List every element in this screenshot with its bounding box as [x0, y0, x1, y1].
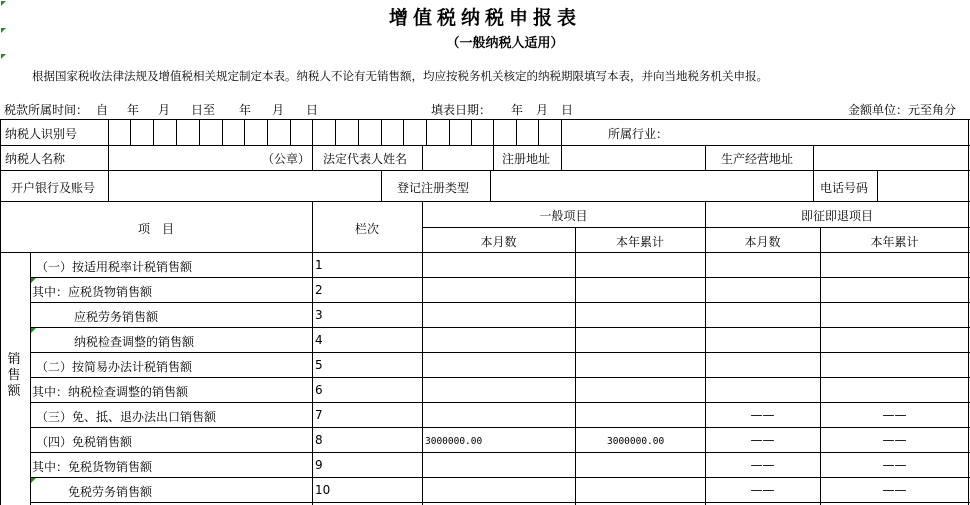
row-label: 其中：应税货物销售额 [32, 285, 153, 299]
col-line-header: 栏次 [354, 222, 379, 236]
period-day-to: 日至 [191, 103, 216, 117]
general-year-value[interactable]: 3000000.00 [607, 436, 665, 447]
row-line-number: 4 [315, 333, 323, 347]
general-month-header: 本月数 [480, 235, 517, 249]
refund-year-header: 本年累计 [870, 235, 919, 249]
row-label: 免税劳务销售额 [68, 485, 153, 499]
group-general-header: 一般项目 [539, 209, 588, 223]
phone-label: 电话号码 [820, 181, 869, 195]
taxpayer-id-label: 纳税人识别号 [5, 127, 78, 141]
refund-month-value: —— [750, 433, 775, 447]
row-label: 其中：纳税检查调整的销售额 [32, 385, 189, 399]
form-subtitle: （一般纳税人适用） [446, 36, 564, 51]
row-line-number: 9 [315, 458, 323, 472]
refund-year-value: —— [882, 433, 907, 447]
fill-date-label: 填表日期： [431, 103, 492, 117]
period-year-1: 年 [127, 103, 140, 117]
period-label: 税款所属时间： [4, 103, 89, 117]
period-day-2: 日 [306, 103, 319, 117]
row-line-number: 10 [315, 483, 331, 497]
fill-date-day: 日 [561, 103, 574, 117]
row-line-number: 1 [315, 258, 323, 272]
row-label: 纳税检查调整的销售额 [74, 335, 195, 349]
period-year-2: 年 [239, 103, 252, 117]
amount-unit: 金额单位：元至角分 [848, 103, 957, 117]
form-title: 增值税纳税申报表 [388, 7, 581, 29]
col-item-header: 项 目 [137, 222, 174, 236]
cell-marker [31, 478, 36, 483]
fill-date-month: 月 [536, 103, 549, 117]
biz-address-label: 生产经营地址 [721, 152, 794, 166]
row-label: 应税劳务销售额 [74, 310, 159, 324]
cell-marker [1, 54, 6, 59]
row-label: （四）免税销售额 [36, 435, 133, 449]
row-line-number: 5 [315, 358, 323, 372]
row-line-number: 6 [315, 383, 323, 397]
period-from: 自 [96, 103, 109, 117]
seal-label: （公章） [262, 152, 311, 166]
refund-month-value: —— [750, 458, 775, 472]
period-month-2: 月 [272, 103, 285, 117]
bank-label: 开户银行及账号 [11, 181, 96, 195]
group-refund-header: 即征即退项目 [800, 209, 873, 223]
refund-year-value: —— [882, 458, 907, 472]
legal-rep-label: 法定代表人姓名 [323, 152, 408, 166]
refund-month-value: —— [750, 483, 775, 497]
row-line-number: 7 [315, 408, 323, 422]
general-month-value[interactable]: 3000000.00 [425, 436, 483, 447]
row-label: （一）按适用税率计税销售额 [36, 260, 193, 274]
row-line-number: 3 [315, 308, 323, 322]
row-line-number: 2 [315, 283, 323, 297]
general-year-header: 本年累计 [615, 235, 664, 249]
refund-year-value: —— [882, 483, 907, 497]
refund-month-value: —— [750, 408, 775, 422]
industry-label: 所属行业： [608, 127, 669, 141]
period-month-1: 月 [158, 103, 171, 117]
refund-month-header: 本月数 [744, 235, 781, 249]
row-label: （二）按简易办法计税销售额 [36, 360, 193, 374]
cell-marker [31, 328, 36, 333]
refund-year-value: —— [882, 408, 907, 422]
taxpayer-name-label: 纳税人名称 [5, 152, 66, 166]
section-label-sales: 销售额 [7, 352, 21, 399]
row-line-number: 8 [315, 433, 323, 447]
reg-address-label: 注册地址 [502, 152, 551, 166]
row-label: （三）免、抵、退办法出口销售额 [36, 410, 217, 424]
fill-date-year: 年 [511, 103, 524, 117]
reg-type-label: 登记注册类型 [397, 181, 470, 195]
row-label: 其中：免税货物销售额 [32, 460, 153, 474]
intro-text: 根据国家税收法律法规及增值税相关规定制定本表。纳税人不论有无销售额，均应按税务机关核定的纳税期限填写本表，并向当地税务机关申报。 [32, 69, 768, 83]
